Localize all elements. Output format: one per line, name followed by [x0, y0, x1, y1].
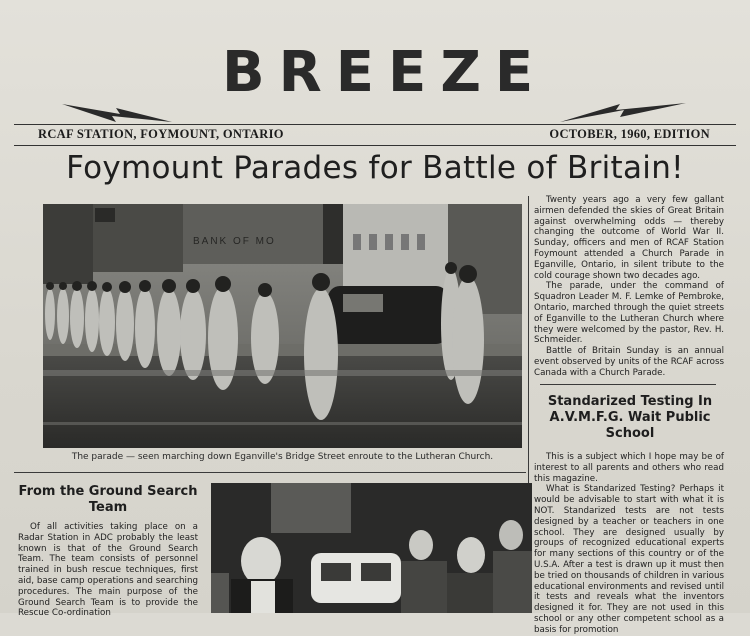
parade-photo-caption: The parade — seen marching down Eganville's Bridge Street enroute to the Lutheran Church. — [71, 452, 494, 462]
ground-search-article — [18, 522, 198, 619]
ground-search-paragraph-1: Of all activities taking place on a Radar Station in ADC probably the least known is that of the Ground Search Team. The team consists of personnel trained in bush rescue techniques, first aid, base camp operations and searching procedures. The main purpose of the Ground Search Team is to provide the Rescue Co-ordination — [18, 522, 198, 619]
masthead-title: BREEZE — [222, 40, 548, 105]
main-headline: Foymount Parades for Battle of Britain! — [66, 150, 684, 186]
testing-paragraph-2: What is Standarized Testing? Perhaps it would be advisable to start with what it is NOT. Standarized tests are not tests designed by a teacher or teachers in one school. They are designed usually by groups of recognized educational experts for many sections of this country or of the U.S.A. After a test is drawn up it must then be tried on thousands of children in various educational environments and revised until it tests and reveals what the inventors designed it for. They are not used in this school or any other competent school as a basis for promotion — [534, 484, 724, 635]
testing-article — [534, 452, 724, 636]
testing-headline: Standarized Testing In A.V.M.F.G. Wait Public School — [547, 394, 713, 441]
testing-paragraph-1: This is a subject which I hope may be of interest to all parents and others who read this magazine. — [534, 452, 724, 484]
masthead — [0, 38, 750, 118]
ground-search-headline: From the Ground Search Team — [18, 484, 198, 515]
edition-bar — [14, 124, 736, 146]
lightning-bolt-left-icon — [62, 100, 172, 124]
battle-article — [534, 195, 724, 379]
ground-search-photo — [211, 483, 532, 613]
ground-search-photo-image — [211, 483, 532, 613]
battle-paragraph-1: Twenty years ago a very few gallant airmen defended the skies of Great Britain against overwhelming odds — thereby changing the outcome of World War II. Sunday, officers and men of RCAF Station Foymount attended a Church Parade in Eganville, Ontario, in silent tribute to the cold courage shown two decades ago. — [534, 195, 724, 281]
lightning-bolt-right-icon — [560, 100, 686, 126]
parade-photo-image — [43, 204, 522, 448]
section-divider-right — [540, 384, 716, 385]
battle-paragraph-2: The parade, under the command of Squadron Leader M. F. Lemke of Pembroke, Ontario, marched through the quiet streets of Eganville to the Lutheran Church where they were welcomed by the pastor, Rev. H. Schmeider. — [534, 281, 724, 346]
edition-date: OCTOBER, 1960, EDITION — [549, 127, 710, 141]
station-name: RCAF STATION, FOYMOUNT, ONTARIO — [38, 127, 284, 141]
bank-sign: BANK OF MO — [193, 236, 276, 247]
section-divider-lower — [14, 472, 526, 473]
parade-photo — [43, 204, 522, 448]
battle-paragraph-3: Battle of Britain Sunday is an annual event observed by units of the RCAF across Canada with a Church Parade. — [534, 346, 724, 378]
